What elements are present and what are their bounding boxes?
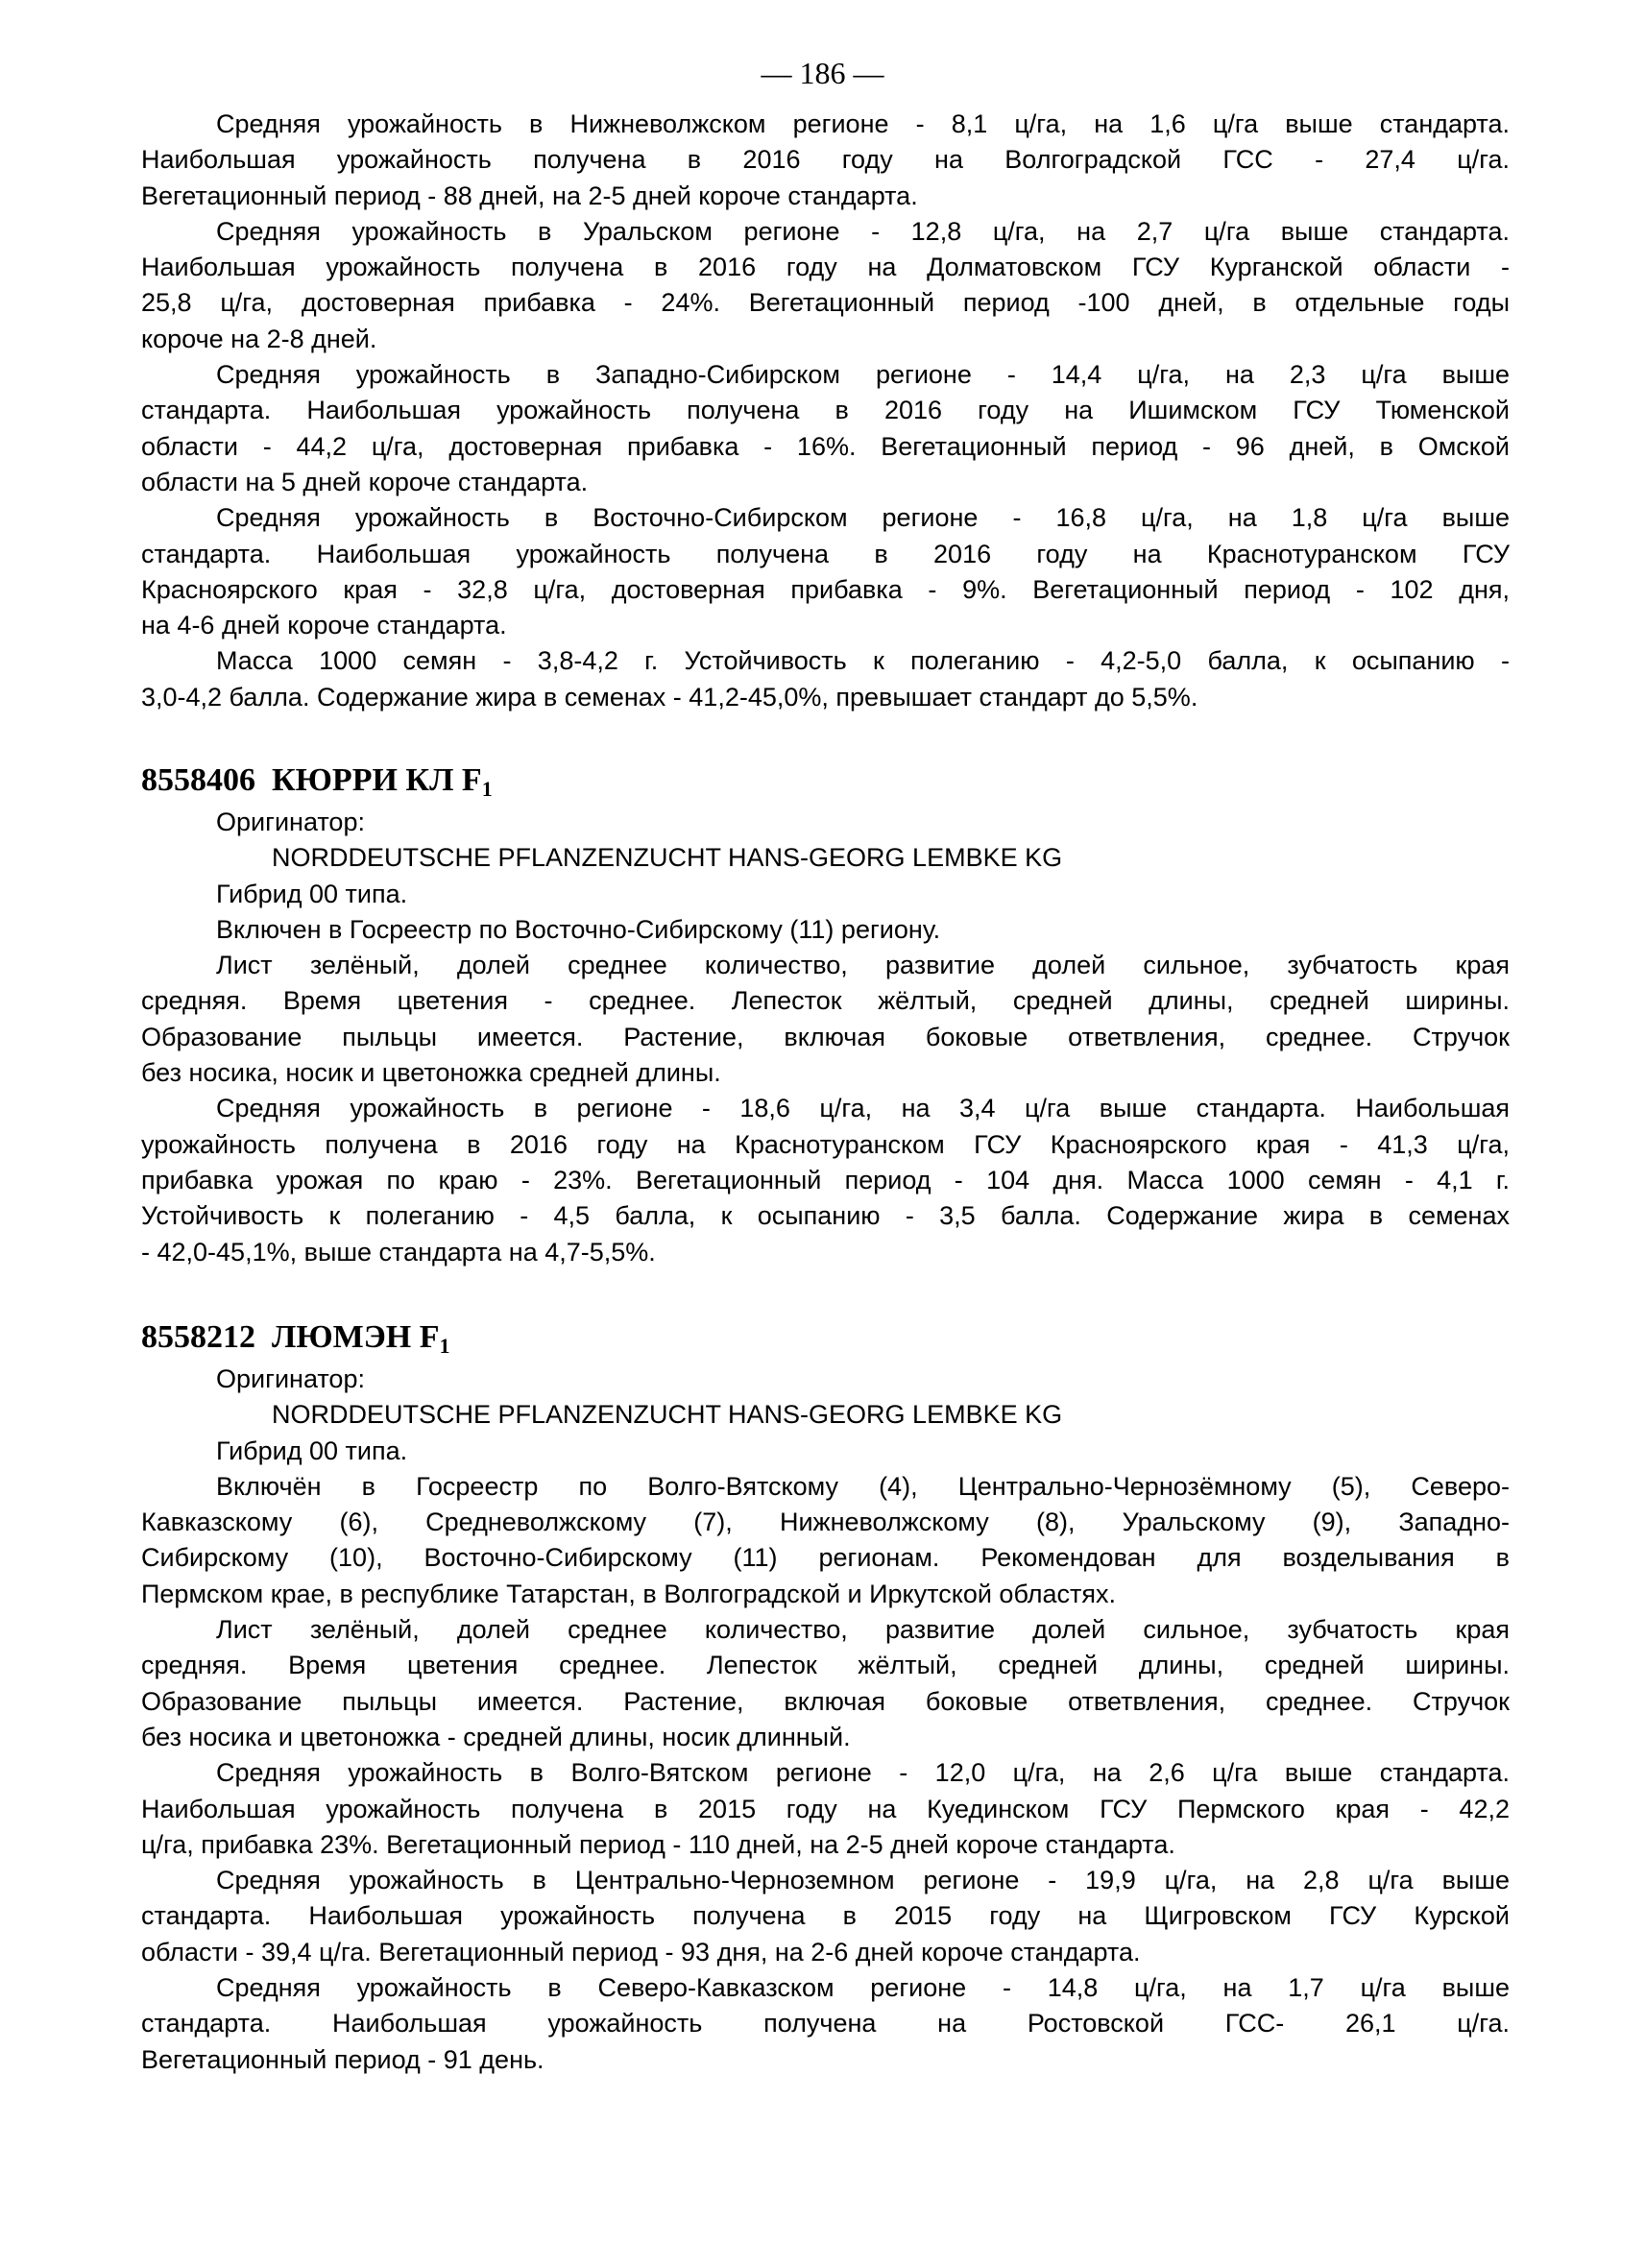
text-line: Лист зелёный, долей среднее количество, развитие долей сильное, зубчатость края	[216, 951, 1510, 980]
text-line: средняя. Время цветения среднее. Лепесток жёлтый, средней длины, средней ширины.	[141, 1651, 1510, 1680]
text-line: без носика и цветоножка - средней длины, носик длинный.	[141, 1722, 851, 1751]
text-line: 25,8 ц/га, достоверная прибавка - 24%. Вегетационный период -100 дней, в отдельные годы	[141, 288, 1510, 318]
paragraph	[141, 1091, 1510, 1269]
originator-label: Оригинатор:	[216, 808, 365, 836]
text-line: Наибольшая урожайность получена в 2016 году на Долматовском ГСУ Курганской области -	[141, 253, 1510, 282]
paragraph	[141, 1755, 1510, 1863]
text-line: 3,0-4,2 балла. Содержание жира в семенах - 41,2-45,0%, превышает стандарт до 5,5%.	[141, 682, 1198, 712]
originator-label: Оригинатор:	[216, 1364, 365, 1393]
text-line: Средняя урожайность в Центрально-Черноземном регионе - 19,9 ц/га, на 2,8 ц/га выше	[216, 1866, 1510, 1895]
text-line: Включён в Госреестр по Волго-Вятскому (4), Центрально-Чернозёмному (5), Северо-	[216, 1471, 1510, 1501]
text-line: Красноярского края - 32,8 ц/га, достоверная прибавка - 9%. Вегетационный период - 102 дня,	[141, 574, 1510, 604]
text-line: области на 5 дней короче стандарта.	[141, 467, 589, 496]
variety-continuation-section	[141, 107, 1510, 715]
paragraph	[141, 948, 1510, 1091]
variety-title: 8558212 ЛЮМЭН F	[141, 1319, 440, 1355]
variety-heading	[141, 757, 1510, 805]
text-line: Сибирскому (10), Восточно-Сибирскому (11) регионам. Рекомендован для возделывания в	[141, 1543, 1510, 1573]
text-line: области - 39,4 ц/га. Вегетационный период - 93 дня, на 2-6 дней короче стандарта.	[141, 1937, 1141, 1966]
originator-name: NORDDEUTSCHE PFLANZENZUCHT HANS-GEORG LEMBKE KG	[272, 1400, 1063, 1430]
text-line: Вегетационный период - 91 день.	[141, 2044, 544, 2074]
paragraph	[141, 1469, 1510, 1612]
text-line: Пермском крае, в республике Татарстан, в Волгоградской и Иркутской областях.	[141, 1579, 1116, 1608]
text-line: урожайность получена в 2016 году на Краснотуранском ГСУ Красноярского края - 41,3 ц/га,	[141, 1129, 1510, 1159]
text-line: - 42,0-45,1%, выше стандарта на 4,7-5,5%.	[141, 1237, 656, 1267]
text-line: стандарта. Наибольшая урожайность получена в 2016 году на Ишимском ГСУ Тюменской	[141, 396, 1510, 425]
text-line: области - 44,2 ц/га, достоверная прибавка - 16%. Вегетационный период - 96 дней, в Омской	[141, 431, 1510, 461]
paragraph	[141, 643, 1510, 715]
text-line: ц/га, прибавка 23%. Вегетационный период - 110 дней, на 2-5 дней короче стандарта.	[141, 1829, 1175, 1859]
text-line: Масса 1000 семян - 3,8-4,2 г. Устойчивость к полеганию - 4,2-5,0 балла, к осыпанию -	[216, 646, 1510, 676]
variety-title: 8558406 КЮРРИ КЛ F	[141, 762, 482, 798]
text-line: без носика, носик и цветоножка средней длины.	[141, 1058, 721, 1088]
text-line: Кавказскому (6), Средневолжскому (7), Нижневолжскому (8), Уральскому (9), Западно-	[141, 1508, 1510, 1537]
text-line: стандарта. Наибольшая урожайность получена в 2016 году на Краснотуранском ГСУ	[141, 539, 1510, 568]
text-line: Средняя урожайность в Западно-Сибирском регионе - 14,4 ц/га, на 2,3 ц/га выше	[216, 360, 1510, 390]
text-line: Средняя урожайность в Уральском регионе - 12,8 ц/га, на 2,7 ц/га выше стандарта.	[216, 216, 1510, 246]
hybrid-type: Гибрид 00 типа.	[216, 1436, 408, 1465]
text-line: Наибольшая урожайность получена в 2016 году на Волгоградской ГСС - 27,4 ц/га.	[141, 145, 1510, 175]
text-line: на 4-6 дней короче стандарта.	[141, 611, 507, 640]
text-line: Наибольшая урожайность получена в 2015 году на Куединском ГСУ Пермского края - 42,2	[141, 1794, 1510, 1823]
paragraph	[141, 1970, 1510, 2078]
text-line: средняя. Время цветения - среднее. Лепесток жёлтый, средней длины, средней ширины.	[141, 986, 1510, 1016]
paragraph	[141, 1612, 1510, 1755]
text-line: Лист зелёный, долей среднее количество, развитие долей сильное, зубчатость края	[216, 1615, 1510, 1645]
page-number: — 186 —	[761, 56, 884, 90]
text-line: Вегетационный период - 88 дней, на 2-5 дней короче стандарта.	[141, 181, 918, 210]
paragraph	[141, 1863, 1510, 1970]
originator-name: NORDDEUTSCHE PFLANZENZUCHT HANS-GEORG LEMBKE KG	[272, 843, 1063, 873]
paragraph	[141, 357, 1510, 500]
hybrid-subscript: 1	[439, 1334, 450, 1358]
paragraph	[141, 107, 1510, 214]
paragraph	[141, 912, 1510, 948]
text-line: Включен в Госреестр по Восточно-Сибирскому (11) региону.	[216, 914, 941, 944]
variety-section-lyumen	[141, 1314, 1510, 2078]
text-line: прибавка урожая по краю - 23%. Вегетационный период - 104 дня. Масса 1000 семян - 4,1 г.	[141, 1165, 1510, 1194]
text-line: Средняя урожайность в Волго-Вятском регионе - 12,0 ц/га, на 2,6 ц/га выше стандарта.	[216, 1758, 1510, 1788]
variety-heading	[141, 1314, 1510, 1362]
variety-section-kyurri	[141, 757, 1510, 1270]
text-line: стандарта. Наибольшая урожайность получена в 2015 году на Щигровском ГСУ Курской	[141, 1901, 1510, 1931]
hybrid-type: Гибрид 00 типа.	[216, 879, 408, 908]
text-line: короче на 2-8 дней.	[141, 324, 377, 353]
text-line: стандарта. Наибольшая урожайность получена на Ростовской ГСС- 26,1 ц/га.	[141, 2009, 1510, 2039]
text-line: Средняя урожайность в Восточно-Сибирском регионе - 16,8 ц/га, на 1,8 ц/га выше	[216, 503, 1510, 533]
text-line: Устойчивость к полеганию - 4,5 балла, к осыпанию - 3,5 балла. Содержание жира в семенах	[141, 1201, 1510, 1231]
hybrid-subscript: 1	[481, 777, 493, 801]
text-line: Средняя урожайность в Северо-Кавказском регионе - 14,8 ц/га, на 1,7 ц/га выше	[216, 1973, 1510, 2003]
paragraph	[141, 214, 1510, 357]
paragraph	[141, 500, 1510, 643]
text-line: Образование пыльцы имеется. Растение, включая боковые ответвления, среднее. Стручок	[141, 1686, 1510, 1716]
text-line: Средняя урожайность в Нижневолжском регионе - 8,1 ц/га, на 1,6 ц/га выше стандарта.	[216, 109, 1510, 138]
text-line: Средняя урожайность в регионе - 18,6 ц/га, на 3,4 ц/га выше стандарта. Наибольшая	[216, 1094, 1510, 1123]
text-line: Образование пыльцы имеется. Растение, включая боковые ответвления, среднее. Стручок	[141, 1022, 1510, 1051]
